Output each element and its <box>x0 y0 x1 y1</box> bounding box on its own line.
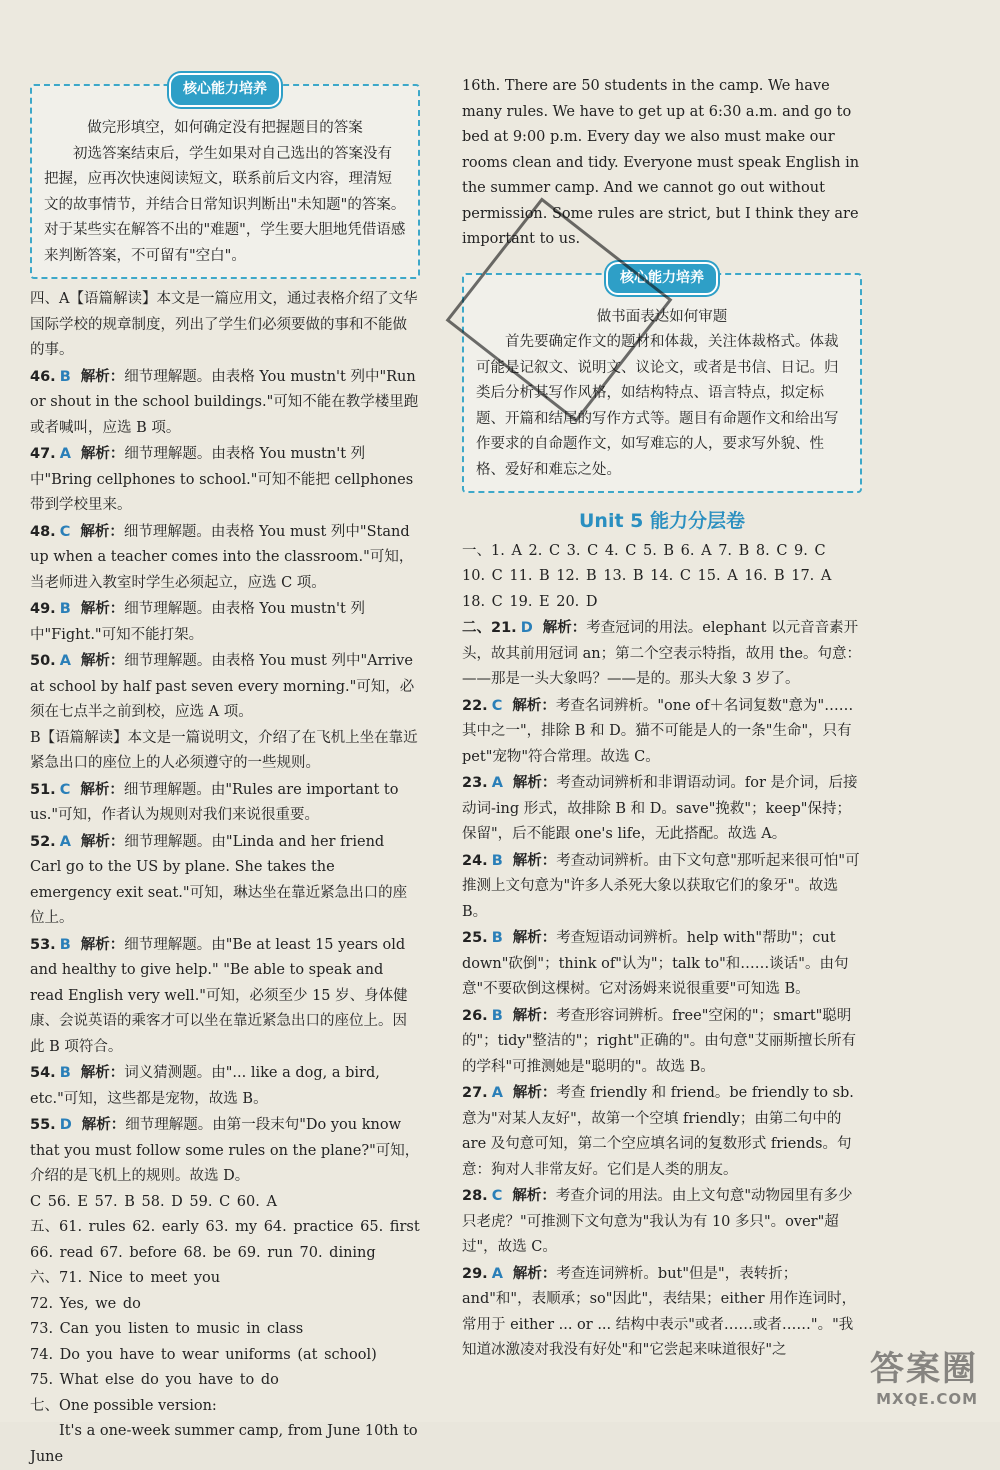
answer-item <box>30 1112 420 1190</box>
item-explanation: 考查动词辨析。由下文句意"那听起来很可怕"可推测上文句意为"许多人杀死大象以获取它们的象牙"。故选 B。 <box>462 852 860 920</box>
item-answer: B <box>59 1065 71 1081</box>
answer-row-1: 一、1. A 2. C 3. C 4. C 5. B 6. A 7. B 8. C 9. C <box>462 542 826 559</box>
item-answer: D <box>520 620 533 636</box>
answer-item <box>462 770 862 848</box>
item-answer: C <box>491 1188 503 1204</box>
answer-row-six: 72. Yes, we do <box>30 1295 141 1312</box>
item-number: 47. <box>30 446 56 462</box>
item-number: 23. <box>462 775 488 791</box>
item-label: 解析： <box>542 619 587 636</box>
answer-item <box>462 1003 862 1081</box>
answer-item <box>30 441 420 519</box>
tip-box-cloze <box>30 81 420 279</box>
item-answer: A <box>491 1265 503 1282</box>
item-explanation: 考查冠词的用法。elephant 以元音音素开头，故其前用冠词 an；第二个空表示特指，故用 the。句意：——那是一头大象吗？——是的。那头大象 3 岁了。 <box>462 620 861 687</box>
answer-list-six <box>30 1266 420 1394</box>
item-number: 54. <box>30 1065 56 1081</box>
item-label: 解析： <box>512 696 556 714</box>
answer-item <box>462 1080 862 1183</box>
unit-title: Unit 5 能力分层卷 <box>579 510 745 532</box>
item-number: 28. <box>462 1188 488 1204</box>
item-explanation: 细节理解题。由表格 You mustn't 列中"Fight."可知不能打架。 <box>30 601 365 643</box>
answer-item <box>462 848 862 926</box>
item-number: 51. <box>30 781 56 798</box>
item-answer: C <box>59 781 71 798</box>
item-label: 解析： <box>81 1116 126 1133</box>
item-label: 解析： <box>80 445 125 462</box>
item-label: 解析： <box>80 367 125 385</box>
item-explanation: 考查介词的用法。由上文句意"动物园里有多少只老虎？"可推测下文句意为"我认为有 10 多只"。over"超过"，故选 C。 <box>462 1188 853 1255</box>
answer-item <box>30 1060 420 1112</box>
item-explanation: 细节理解题。由"Linda and her friend Carl go to the US by plane. She takes the emergency exit seat."可知，琳达坐在靠近紧急出口的座位上。 <box>30 833 408 926</box>
item-explanation: 考查动词辨析和非谓语动词。for 是介词，后接动词-ing 形式，故排除 B 和 D。save"挽救"；keep"保持；保留"，后不能跟 one's life，无此搭配。故选 A。 <box>462 775 858 842</box>
item-label: 解析： <box>512 1264 557 1282</box>
item-label: 解析： <box>80 652 125 669</box>
item-explanation: 考查短语动词辨析。help with"帮助"；cut down"砍倒"；think of"认为"；talk to"和……谈话"。由句意"不要砍倒这棵树。它对汤姆来说很重要"可知选 B。 <box>462 930 849 997</box>
section-b-intro: B【语篇解读】本文是一篇说明文，介绍了在飞机上坐在靠近紧急出口的座位上的人必须遵守的一些规则。 <box>30 729 418 771</box>
answer-item <box>30 596 420 648</box>
item-explanation: 考查形容词辨析。free"空闲的"；smart"聪明的"；tidy"整洁的"；right"正确的"。由句意"艾丽斯擅长所有的学科"可推测她是"聪明的"。故选 B。 <box>462 1007 856 1075</box>
item-label: 解析： <box>80 1064 125 1081</box>
item-explanation: 考查连词辨析。but"但是"，表转折；and"和"，表顺承；so"因此"，表结果；either 用作连词时，常用于 either ... or ... 结构中表示"或者……或者……"。"我知道冰激凌对我没有好处"和"它尝起来味道很好"之 <box>462 1265 857 1358</box>
item-number: 25. <box>462 930 488 946</box>
item-explanation: 考查 friendly 和 friend。be friendly to sb. 意为"对某人友好"，故第一个空填 friendly；由第二句中的 are 及句意可知，第二个空应填名词的复数形式 friends。句意：狗对人非常友好。它们是人类的朋友。 <box>462 1085 854 1178</box>
answer-row-five-1: 五、61. rules 62. early 63. my 64. practice 65. first <box>30 1219 420 1235</box>
item-answer: B <box>491 852 503 869</box>
item-label: 解析： <box>512 1187 556 1204</box>
tip-box-subtitle: 做完形填空，如何确定没有把握题目的答案 <box>87 120 363 136</box>
site-watermark <box>870 1341 978 1408</box>
item-answer: B <box>491 930 503 946</box>
right-column <box>462 74 862 1364</box>
item-answer: A <box>59 833 71 850</box>
item-answer: A <box>59 653 71 669</box>
item-label: 解析： <box>80 780 124 798</box>
answer-row-six: 73. Can you listen to music in class <box>30 1321 304 1337</box>
answer-item <box>462 1261 862 1364</box>
answer-item <box>30 648 420 726</box>
tip-box-paragraph: 首先要确定作文的题材和体裁，关注体裁格式。体裁可能是记叙文、说明文、议论文，或者是书信、日记。归类后分析其写作风格，如结构特点、语言特点，拟定标题、开篇和结尾的写作方式等。题目有命题作文和给出写作要求的自命题作文，如写难忘的人，要求写外貌、性格、爱好和难忘之处。 <box>476 334 839 478</box>
item-answer: D <box>59 1117 72 1133</box>
item-answer: B <box>59 601 71 617</box>
item-answer: A <box>491 1085 503 1101</box>
item-explanation: 细节理解题。由"Be at least 15 years old and healthy to give help." "Be able to speak and read English very well."可知，必须至少 15 岁、身体健康、会说英语的乘客才可以坐在靠近紧急出口的座位上。因此 B 项符合。 <box>30 936 408 1055</box>
answer-row-c: C 56. E 57. B 58. D 59. C 60. A <box>30 1193 277 1210</box>
essay-continued: 16th. There are 50 students in the camp. We have many rules. We have to get up at 6:30 a.m. and go to bed at 9:00 p.m. Every day we also must make our rooms clean and tidy. Everyone must speak English in the summer camp. And we cannot go out without permission. Some rules are strict, but I think they are important to us. <box>462 78 860 247</box>
answer-item <box>30 777 420 829</box>
item-answer: A <box>491 775 503 791</box>
item-answer: C <box>59 523 71 540</box>
answer-item <box>30 829 420 932</box>
answer-item <box>462 925 862 1003</box>
item-explanation: 细节理解题。由表格 You mustn't 列中"Run or shout in the school buildings."可知不能在教学楼里跑或者喊叫，应选 B 项。 <box>30 368 419 436</box>
tip-box-subtitle: 做书面表达如何审题 <box>596 308 728 325</box>
answer-list-b <box>30 777 420 1190</box>
item-label: 解析： <box>512 851 557 869</box>
answer-row-six: 74. Do you have to wear uniforms (at school) <box>30 1346 377 1363</box>
answer-list-right <box>462 615 862 1364</box>
item-answer: C <box>491 697 503 714</box>
item-answer: B <box>491 1007 503 1024</box>
tip-box-paragraph: 初选答案结束后，学生如果对自己选出的答案没有把握，应再次快速阅读短文，联系前后文内容，理清短文的故事情节，并结合日常知识判断出"未知题"的答案。对于某些实在解答不出的"难题"，学生要大胆地凭借语感来判断答案，不可留有"空白"。 <box>44 145 406 264</box>
item-number: 26. <box>462 1007 488 1024</box>
item-number: 49. <box>30 601 56 617</box>
section-seven-heading: 七、One possible version: <box>30 1397 217 1414</box>
item-label: 解析： <box>512 929 557 946</box>
item-number: 50. <box>30 653 56 669</box>
answer-row-six: 75. What else do you have to do <box>30 1372 279 1388</box>
answer-item <box>462 693 862 771</box>
section-a-intro: 四、A【语篇解读】本文是一篇应用文，通过表格介绍了文华国际学校的规章制度，列出了学生们必须要做的事和不能做的事。 <box>30 291 418 358</box>
answer-item <box>462 615 862 693</box>
item-explanation: 细节理解题。由第一段末句"Do you know that you must follow some rules on the plane?"可知，介绍的是飞机上的规则。故选 D。 <box>30 1117 420 1184</box>
item-number: 二、21. <box>462 620 517 636</box>
item-label: 解析： <box>80 600 125 617</box>
item-label: 解析： <box>512 1006 557 1024</box>
answer-row-six: 六、71. Nice to meet you <box>30 1270 221 1286</box>
tip-box-title: 核心能力培养 <box>169 73 281 107</box>
essay-start: It's a one-week summer camp, from June 10th to June <box>30 1423 418 1465</box>
item-explanation: 细节理解题。由表格 You mustn't 列中"Bring cellphones to school."可知不能把 cellphones 带到学校里来。 <box>30 446 414 513</box>
answer-item <box>462 1183 862 1261</box>
item-number: 29. <box>462 1265 488 1282</box>
item-number: 22. <box>462 697 488 714</box>
item-number: 46. <box>30 368 56 385</box>
item-number: 27. <box>462 1085 488 1101</box>
item-label: 解析： <box>80 522 124 540</box>
answer-item <box>30 519 420 597</box>
item-number: 52. <box>30 833 56 850</box>
watermark-url: MXQE.COM <box>876 1390 978 1408</box>
item-answer: B <box>59 936 71 953</box>
item-answer: A <box>59 446 71 462</box>
item-answer: B <box>59 368 71 385</box>
tip-box-title: 核心能力培养 <box>606 262 718 296</box>
item-explanation: 细节理解题。由表格 You must 列中"Arrive at school by half past seven every morning."可知，必须在七点半之前到校，应选 A 项。 <box>30 653 415 720</box>
answer-item <box>30 364 420 442</box>
left-column <box>30 72 420 1470</box>
item-explanation: 细节理解题。由"Rules are important to us."可知，作者认为规则对我们来说很重要。 <box>30 781 399 823</box>
item-explanation: 细节理解题。由表格 You must 列中"Stand up when a teacher comes into the classroom."可知，当老师进入教室时学生必须起立，应选 C 项。 <box>30 523 414 591</box>
item-label: 解析： <box>80 832 125 850</box>
item-number: 55. <box>30 1117 56 1133</box>
item-number: 48. <box>30 523 56 540</box>
answer-row-2: 10. C 11. B 12. B 13. B 14. C 15. A 16. B 17. A <box>462 568 832 584</box>
item-number: 53. <box>30 936 56 953</box>
answer-row-five-2: 66. read 67. before 68. be 69. run 70. dining <box>30 1244 376 1261</box>
item-label: 解析： <box>512 774 557 791</box>
answer-item <box>30 932 420 1061</box>
item-number: 24. <box>462 852 488 869</box>
item-explanation: 词义猜测题。由"... like a dog, a bird, etc."可知，这些都是宠物，故选 B。 <box>30 1065 380 1107</box>
item-label: 解析： <box>512 1084 557 1101</box>
answer-row-3: 18. C 19. E 20. D <box>462 593 598 610</box>
watermark-logo: 答案圈 <box>870 1349 978 1389</box>
item-explanation: 考查名词辨析。"one of＋名词复数"意为"……其中之一"，排除 B 和 D。猫不可能是人的一条"生命"，只有 pet"宠物"符合常理。故选 C。 <box>462 697 854 765</box>
tip-box-writing <box>462 269 862 494</box>
item-label: 解析： <box>80 935 125 953</box>
answer-list-a <box>30 364 420 726</box>
